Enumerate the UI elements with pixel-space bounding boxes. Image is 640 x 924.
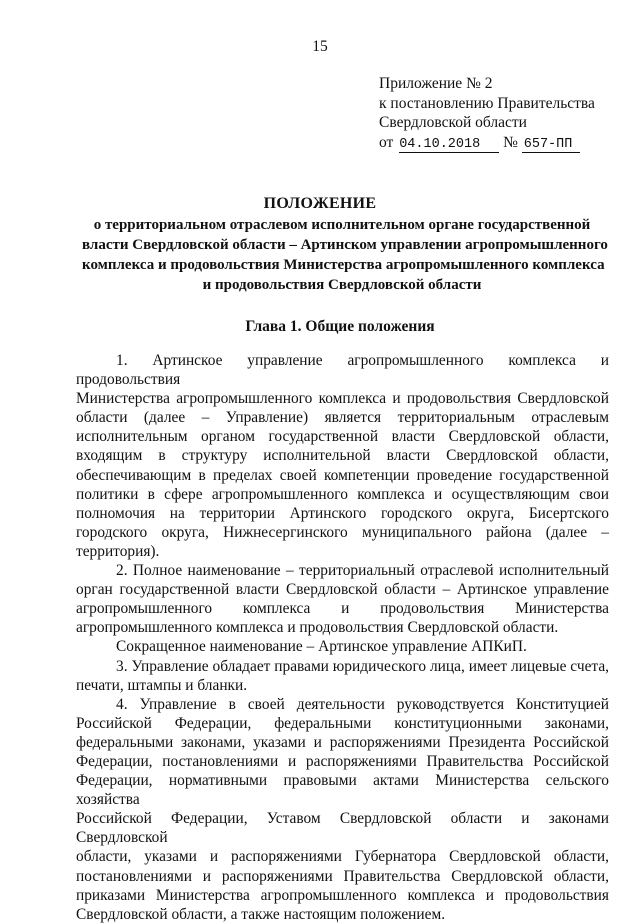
text-line: Российской Федерации, Уставом Свердловской области и законами Свердловской bbox=[76, 810, 609, 847]
appendix-number: Приложение № 2 bbox=[379, 75, 493, 92]
appendix-region: Свердловской области bbox=[379, 114, 527, 131]
from-label: от bbox=[379, 133, 394, 151]
paragraph-1 bbox=[76, 351, 609, 561]
text-line: Министерства агропромышленного комплекса и продовольствия Свердловской bbox=[76, 390, 609, 408]
text-line: Российской Федерации, федеральными конституционными законами, bbox=[76, 714, 609, 732]
appendix-reference: к постановлению Правительства bbox=[379, 94, 595, 112]
text-line: агропромышленного комплекса и продовольствия Свердловской области. bbox=[76, 619, 559, 637]
document-body bbox=[76, 351, 609, 924]
text-line: федеральными законами, указами и распоряжениями Президента Российской bbox=[76, 733, 609, 751]
subtitle-line: власти Свердловской области – Артинском управлении агропромышленного bbox=[82, 237, 608, 253]
text-line: Федерации, нормативными правовыми актами Министерства сельского хозяйства bbox=[76, 772, 609, 809]
paragraph-3 bbox=[76, 657, 609, 695]
text-line: полномочия на территории Артинского городского округа, Бисертского bbox=[76, 504, 609, 522]
text-line: области (далее – Управление) является территориальным отраслевым bbox=[76, 409, 609, 427]
subtitle-line: о территориальном отраслевом исполнительном органе государственной bbox=[93, 217, 591, 233]
number-label: № bbox=[503, 133, 518, 151]
appendix-date-line bbox=[379, 133, 629, 153]
decree-number: 657-ПП bbox=[522, 138, 580, 153]
chapter-heading: Глава 1. Общие положения bbox=[245, 318, 435, 335]
text-line: 4. Управление в своей деятельности руководствуется Конституцией bbox=[116, 695, 609, 713]
text-line: Федерации, постановлениями и распоряжениями Правительства Российской bbox=[76, 752, 609, 770]
text-line: входящим в структуру исполнительной власти Свердловской области, bbox=[76, 447, 609, 465]
text-line: политики в сфере агропромышленного комплекса и осуществляющим свои bbox=[76, 485, 609, 503]
text-line: области, указами и распоряжениями Губернатора Свердловской области, bbox=[76, 848, 609, 866]
document-title: ПОЛОЖЕНИЕ bbox=[263, 195, 377, 212]
text-line: орган государственной власти Свердловской области – Артинское управление bbox=[76, 581, 609, 599]
text-line: печати, штампы и бланки. bbox=[76, 676, 248, 694]
document-subtitle bbox=[82, 215, 608, 295]
text-line: территория). bbox=[76, 542, 160, 560]
text-line: постановлениями и распоряжениями Правительства Свердловской области, bbox=[76, 867, 609, 885]
text-line: исполнительным органом государственной власти Свердловской области, bbox=[76, 428, 609, 446]
paragraph-2 bbox=[76, 561, 609, 637]
text-line: приказами Министерства агропромышленного комплекса и продовольствия bbox=[76, 886, 609, 904]
text-line: обеспечивающим в пределах своей компетенции проведение государственной bbox=[76, 466, 609, 484]
paragraph-short-name bbox=[76, 637, 609, 656]
page-number: 15 bbox=[312, 38, 328, 55]
paragraph-4 bbox=[76, 695, 609, 924]
subtitle-line: комплекса и продовольствия Министерства агропромышленного комплекса bbox=[82, 257, 605, 273]
text-line: 3. Управление обладает правами юридического лица, имеет лицевые счета, bbox=[116, 657, 609, 675]
text-line: Свердловской области, а также настоящим положением. bbox=[76, 905, 446, 923]
subtitle-line: и продовольствия Свердловской области bbox=[202, 277, 482, 293]
text-line: 1. Артинское управление агропромышленного комплекса и продовольствия bbox=[76, 352, 609, 389]
text-line: 2. Полное наименование – территориальный отраслевой исполнительный bbox=[116, 562, 609, 580]
text-line: агропромышленного комплекса и продовольствия Министерства bbox=[76, 600, 609, 618]
appendix-block bbox=[379, 74, 629, 153]
decree-date: 04.10.2018 bbox=[399, 138, 499, 153]
text-line: городского округа, Нижнесергинского муниципального района (далее – bbox=[76, 523, 609, 541]
text-line: Сокращенное наименование – Артинское управление АПКиП. bbox=[116, 638, 527, 656]
